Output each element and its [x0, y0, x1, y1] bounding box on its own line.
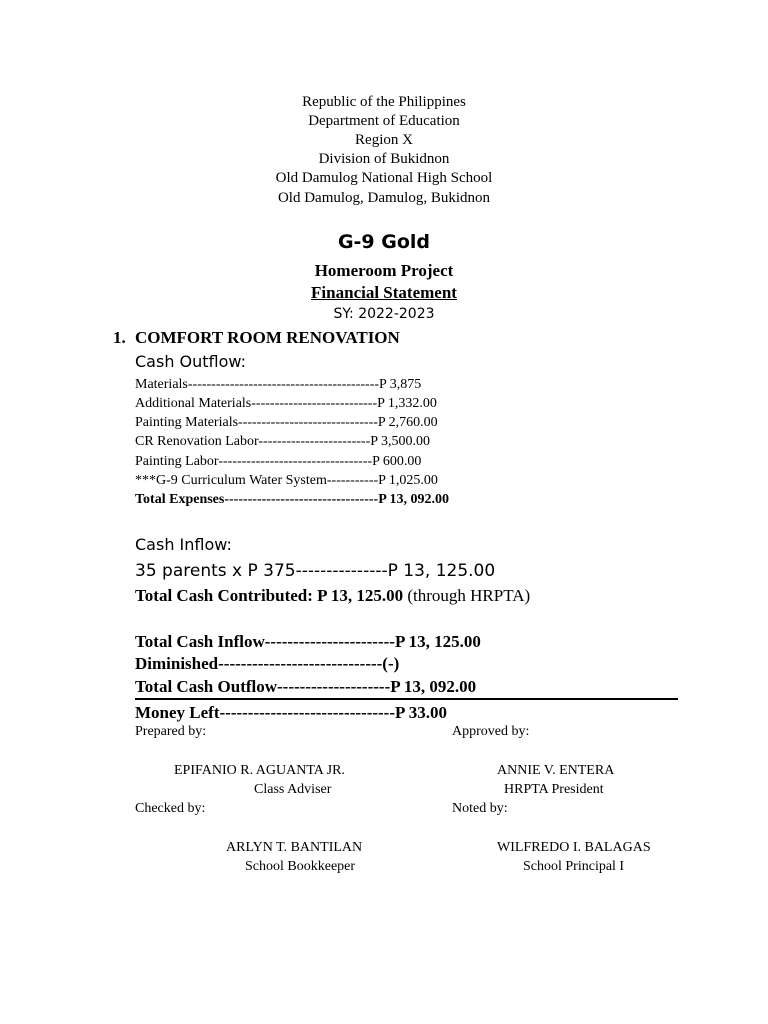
project-title: Homeroom Project — [314, 261, 454, 280]
noted-by-label: Noted by: — [452, 801, 508, 816]
header-line-school: Old Damulog National High School — [275, 170, 493, 186]
header-line-address: Old Damulog, Damulog, Bukidnon — [277, 190, 491, 206]
expense-row: CR Renovation Labor------------------------P 3,500.00 — [135, 434, 431, 449]
prepared-role: Class Adviser — [254, 782, 332, 797]
expense-row: Painting Materials------------------------------P 2,760.00 — [135, 415, 438, 430]
approved-name: ANNIE V. ENTERA — [497, 763, 615, 778]
diminished-row: Diminished-----------------------------(-) — [135, 654, 400, 673]
header-line-division: Division of Bukidnon — [318, 151, 450, 167]
checked-role: School Bookkeeper — [245, 859, 356, 874]
checked-name: ARLYN T. BANTILAN — [226, 840, 363, 855]
header-line-deped: Department of Education — [308, 113, 460, 129]
cash-inflow-heading: Cash Inflow: — [135, 535, 232, 554]
checked-by-label: Checked by: — [135, 801, 206, 816]
total-cash-inflow: Total Cash Inflow-----------------------P 13, 125.00 — [135, 632, 481, 651]
prepared-by-label: Prepared by: — [135, 724, 207, 739]
section-title: G-9 Gold — [337, 231, 431, 253]
item-title: COMFORT ROOM RENOVATION — [135, 328, 400, 347]
total-rule — [135, 698, 678, 700]
expense-row: Additional Materials---------------------------P 1,332.00 — [135, 396, 437, 411]
total-expenses: Total Expenses---------------------------------P 13, 092.00 — [135, 492, 449, 507]
contribution-note: (through HRPTA) — [403, 586, 531, 605]
noted-name: WILFREDO I. BALAGAS — [497, 840, 651, 855]
cash-outflow-heading: Cash Outflow: — [135, 352, 247, 371]
noted-role: School Principal I — [523, 859, 625, 874]
money-left: Money Left-------------------------------P 33.00 — [135, 703, 447, 722]
total-cash-contributed: Total Cash Contributed: P 13, 125.00 — [135, 586, 404, 605]
item-number: 1. — [113, 328, 126, 347]
inflow-line: 35 parents x P 375---------------P 13, 125.00 — [135, 561, 496, 581]
expense-row: Painting Labor---------------------------------P 600.00 — [135, 454, 422, 469]
total-cash-outflow: Total Cash Outflow--------------------P 13, 092.00 — [135, 677, 477, 696]
statement-title: Financial Statement — [311, 283, 457, 302]
expense-row: ***G-9 Curriculum Water System-----------P 1,025.00 — [135, 473, 438, 488]
prepared-name: EPIFANIO R. AGUANTA JR. — [174, 763, 345, 778]
header-line-republic: Republic of the Philippines — [302, 94, 466, 110]
approved-role: HRPTA President — [504, 782, 604, 797]
approved-by-label: Approved by: — [452, 724, 530, 739]
header-line-region: Region X — [355, 132, 413, 148]
expense-row: Materials-----------------------------------------P 3,875 — [135, 377, 422, 392]
school-year: SY: 2022-2023 — [333, 306, 435, 322]
